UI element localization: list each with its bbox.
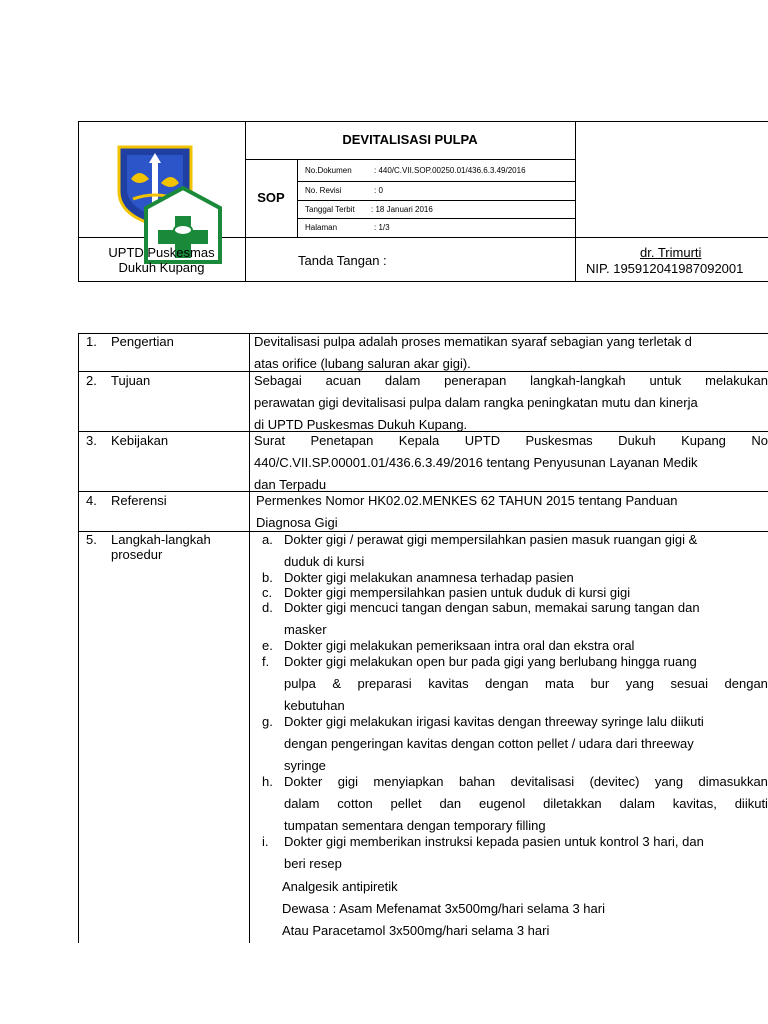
word: dalam	[619, 796, 655, 811]
kebijakan-line	[254, 433, 768, 448]
word: preparasi	[357, 676, 412, 691]
prescription-line: Analgesik antipiretik	[282, 879, 398, 894]
word: No	[751, 433, 768, 448]
word: pulpa	[284, 676, 316, 691]
word: UPTD	[464, 433, 501, 448]
kebijakan-line: dan Terpadu	[254, 477, 327, 492]
word: yang	[625, 676, 654, 691]
step-letter: i.	[262, 834, 269, 849]
word: diletakkan	[543, 796, 602, 811]
step-line: kebutuhan	[284, 698, 345, 713]
step-letter: f.	[262, 654, 270, 669]
step-letter: g.	[262, 714, 273, 729]
step-line	[284, 774, 768, 789]
step-letter: c.	[262, 585, 273, 600]
word: (devitec)	[589, 774, 640, 789]
word: dan	[439, 796, 462, 811]
word: menyiapkan	[373, 774, 444, 789]
meta-label-tanggal-terbit: Tanggal Terbit	[305, 205, 355, 214]
step-line: Dokter gigi mempersilahkan pasien untuk duduk di kursi gigi	[284, 585, 631, 600]
word: pellet	[390, 796, 422, 811]
step-line	[284, 796, 768, 811]
step-line	[284, 676, 768, 691]
word: untuk	[649, 373, 682, 388]
step-letter: b.	[262, 570, 273, 585]
pengertian-line: Devitalisasi pulpa adalah proses mematikan syaraf sebagian yang terletak d	[254, 334, 692, 349]
section-number: 1.	[86, 334, 97, 349]
word: bur	[590, 676, 610, 691]
word: diikuti	[734, 796, 768, 811]
word: kavitas	[428, 676, 469, 691]
section-number: 5.	[86, 532, 97, 547]
step-line: Dokter gigi melakukan anamnesa terhadap pasien	[284, 570, 574, 585]
step-line: duduk di kursi	[284, 554, 365, 569]
word: bahan	[458, 774, 496, 789]
word: Kepala	[398, 433, 440, 448]
prescription-line: Atau Paracetamol 3x500mg/hari selama 3 hari	[282, 923, 550, 938]
tujuan-line: di UPTD Puskesmas Dukuh Kupang.	[254, 417, 468, 432]
word: Dokter	[284, 774, 323, 789]
word: dengan	[724, 676, 768, 691]
word: Dukuh	[618, 433, 656, 448]
meta-label-no-dokumen: No.Dokumen	[305, 166, 352, 175]
word: dalam	[284, 796, 320, 811]
section-number: 2.	[86, 373, 97, 388]
org-name-line2: Dukuh Kupang	[118, 260, 205, 275]
section-title-pengertian: Pengertian	[111, 334, 174, 349]
word: gigi	[337, 774, 358, 789]
step-letter: h.	[262, 774, 273, 789]
word: Surat	[254, 433, 286, 448]
section-title-langkah: Langkah-langkah	[111, 532, 211, 547]
word: melakukan	[705, 373, 768, 388]
document-title: DEVITALISASI PULPA	[342, 132, 478, 147]
meta-value-halaman: : 1/3	[374, 223, 390, 232]
meta-value-no-revisi: : 0	[374, 186, 383, 195]
word: mata	[545, 676, 574, 691]
word: cotton	[337, 796, 373, 811]
section-number: 4.	[86, 493, 97, 508]
step-line: Dokter gigi melakukan open bur pada gigi yang berlubang hingga ruang	[284, 654, 697, 669]
word: dalam	[384, 373, 421, 388]
step-line: syringe	[284, 758, 326, 773]
step-line: dengan pengeringan kavitas dengan cotton pellet / udara dari threeway	[284, 736, 694, 751]
step-letter: a.	[262, 532, 273, 547]
tujuan-line: perawatan gigi devitalisasi pulpa dalam rangka peningkatan mutu dan kinerja	[254, 395, 698, 410]
word: eugenol	[479, 796, 526, 811]
pengertian-line: atas orifice (lubang saluran akar gigi).	[254, 356, 471, 371]
word: Penetapan	[310, 433, 374, 448]
step-letter: d.	[262, 600, 273, 615]
word: dengan	[485, 676, 529, 691]
word: dimasukkan	[698, 774, 768, 789]
word: yang	[654, 774, 684, 789]
meta-value-tanggal-terbit: : 18 Januari 2016	[371, 205, 433, 214]
referensi-line: Diagnosa Gigi	[256, 515, 338, 530]
referensi-line: Permenkes Nomor HK02.02.MENKES 62 TAHUN 2015 tentang Panduan	[256, 493, 678, 508]
word: Sebagai	[254, 373, 302, 388]
word: sesuai	[670, 676, 709, 691]
kebijakan-line: 440/C.VII.SP.00001.01/436.6.3.49/2016 tentang Penyusunan Layanan Medik	[254, 455, 698, 470]
step-line: Dokter gigi melakukan pemeriksaan intra oral dan ekstra oral	[284, 638, 635, 653]
step-line: Dokter gigi melakukan irigasi kavitas dengan threeway syringe lalu diikuti	[284, 714, 704, 729]
step-line: tumpatan sementara dengan temporary filling	[284, 818, 546, 833]
word: &	[332, 676, 341, 691]
org-name-line1: UPTD Puskesmas	[108, 245, 215, 260]
signer-nip: NIP. 195912041987092001	[586, 261, 744, 276]
meta-value-no-dokumen: : 440/C.VII.SOP.00250.01/436.6.3.49/2016	[374, 166, 526, 175]
meta-label-halaman: Halaman	[305, 223, 338, 232]
step-line: Dokter gigi / perawat gigi mempersilahkan pasien masuk ruangan gigi &	[284, 532, 698, 547]
signature-label: Tanda Tangan :	[298, 253, 387, 268]
word: devitalisasi	[510, 774, 575, 789]
step-letter: e.	[262, 638, 273, 653]
prescription-line: Dewasa : Asam Mefenamat 3x500mg/hari selama 3 hari	[282, 901, 605, 916]
word: Puskesmas	[525, 433, 593, 448]
section-title-kebijakan: Kebijakan	[111, 433, 169, 448]
word: kavitas,	[672, 796, 717, 811]
section-number: 3.	[86, 433, 97, 448]
word: acuan	[325, 373, 361, 388]
sop-label: SOP	[257, 190, 285, 205]
word: Kupang	[681, 433, 726, 448]
meta-label-no-revisi: No. Revisi	[305, 186, 342, 195]
word: penerapan	[444, 373, 507, 388]
step-line: masker	[284, 622, 327, 637]
tujuan-line	[254, 373, 768, 388]
step-line: beri resep	[284, 856, 342, 871]
step-line: Dokter gigi memberikan instruksi kepada pasien untuk kontrol 3 hari, dan	[284, 834, 704, 849]
step-line: Dokter gigi mencuci tangan dengan sabun, memakai sarung tangan dan	[284, 600, 700, 615]
section-title-langkah-2: prosedur	[111, 547, 163, 562]
section-title-tujuan: Tujuan	[111, 373, 151, 388]
section-title-referensi: Referensi	[111, 493, 167, 508]
signer-name: dr. Trimurti	[640, 245, 702, 260]
word: langkah-langkah	[530, 373, 626, 388]
